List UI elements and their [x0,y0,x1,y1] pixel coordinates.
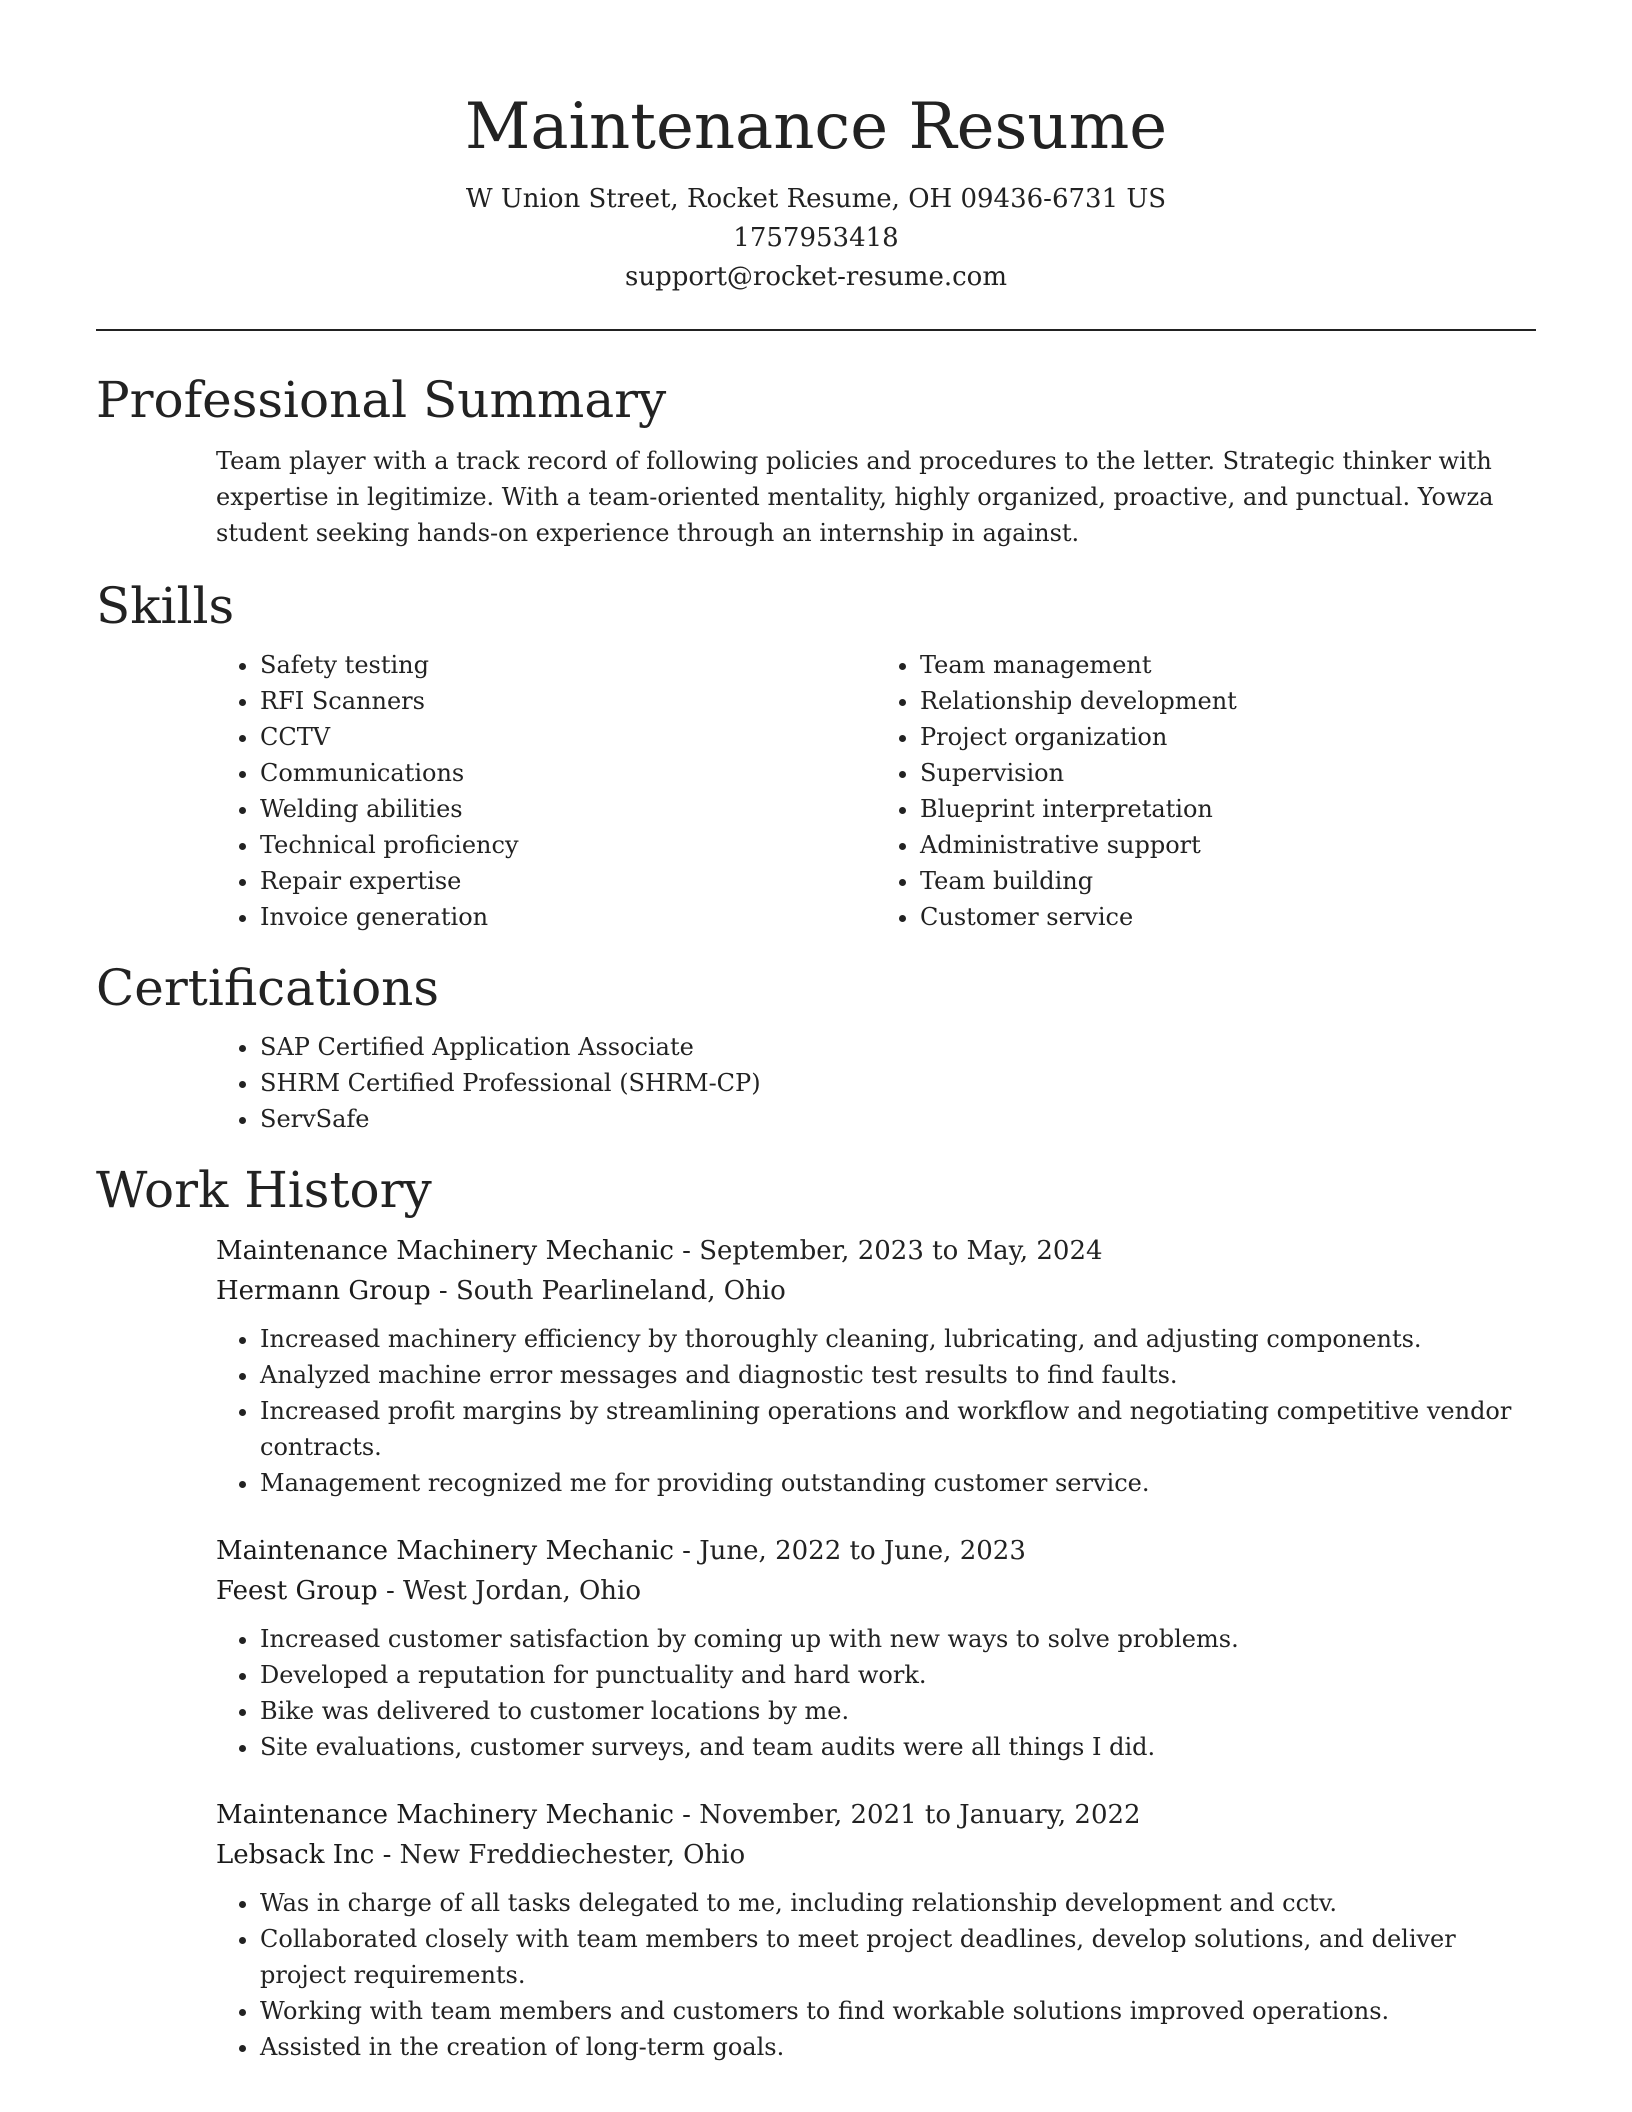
job-title: Maintenance Machinery Mechanic [216,1800,674,1830]
resume-header [96,0,1536,297]
skill-item: • Supervision [920,755,1536,791]
skill-item: • Team management [920,647,1536,683]
summary-title: Professional Summary [96,371,667,429]
job-title-line [216,1795,1536,1835]
job-bullet: • Increased machinery efficiency by thoroughly cleaning, lubricating, and adjusting components. [260,1321,1536,1357]
work-section [96,1159,1536,2065]
contact-phone: 1757953418 [733,223,899,253]
skill-item: • Welding abilities [260,791,876,827]
job-entry [216,1795,1536,2065]
job-bullet: • Analyzed machine error messages and diagnostic test results to find faults. [260,1357,1536,1393]
job-bullet: • Working with team members and customers to find workable solutions improved operations. [260,1993,1536,2029]
job-company: Lebsack Inc [216,1840,375,1870]
job-company-line [216,1571,1536,1611]
skills-list-right [876,647,1536,935]
job-company-line [216,1835,1536,1875]
skill-item: • Administrative support [920,827,1536,863]
skill-item: • Repair expertise [260,863,876,899]
skills-list-left [216,647,876,935]
contact-block [96,180,1536,297]
job-bullet: • Increased customer satisfaction by coming up with new ways to solve problems. [260,1621,1536,1657]
job-location: - New Freddiechester, Ohio [374,1840,746,1870]
job-bullet: • Assisted in the creation of long-term goals. [260,2029,1536,2065]
summary-text: Team player with a track record of following policies and procedures to the letter. Strategic thinker with expertise in legitimize. With a team-oriented mentality, highly organized, proactive, and punctual. Yowza student seeking hands-on experience through an internship in against. [216,447,1494,547]
skill-item: • Communications [260,755,876,791]
skills-grid [216,647,1536,935]
header-divider [96,329,1536,331]
certification-item: • ServSafe [260,1101,1536,1137]
job-bullet: • Was in charge of all tasks delegated to me, including relationship development and cctv. [260,1885,1536,1921]
job-dates: - June, 2022 to June, 2023 [673,1536,1026,1566]
job-company: Feest Group [216,1576,378,1606]
job-company: Hermann Group [216,1276,431,1306]
job-dates: - September, 2023 to May, 2024 [673,1236,1103,1266]
work-title: Work History [96,1161,432,1219]
contact-address: W Union Street, Rocket Resume, OH 09436-6731 US [465,184,1167,214]
skill-item: • Customer service [920,899,1536,935]
skills-section [96,575,1536,935]
job-bullets [216,1321,1536,1501]
skill-item: • CCTV [260,719,876,755]
skill-item: • Project organization [920,719,1536,755]
skill-item: • Blueprint interpretation [920,791,1536,827]
job-bullet: • Site evaluations, customer surveys, and team audits were all things I did. [260,1729,1536,1765]
resume-name: Maintenance Resume [464,90,1168,164]
job-title: Maintenance Machinery Mechanic [216,1236,674,1266]
job-bullets [216,1885,1536,2065]
job-title: Maintenance Machinery Mechanic [216,1536,674,1566]
job-location: - South Pearlineland, Ohio [430,1276,786,1306]
job-bullet: • Bike was delivered to customer locations by me. [260,1693,1536,1729]
skill-item: • Technical proficiency [260,827,876,863]
certification-item: • SAP Certified Application Associate [260,1029,1536,1065]
job-bullets [216,1621,1536,1765]
job-company-line [216,1271,1536,1311]
job-bullet: • Management recognized me for providing outstanding customer service. [260,1465,1536,1501]
job-dates: - November, 2021 to January, 2022 [673,1800,1141,1830]
job-entry [216,1231,1536,1501]
skill-item: • Relationship development [920,683,1536,719]
skill-item: • RFI Scanners [260,683,876,719]
job-bullet: • Collaborated closely with team members to meet project deadlines, develop solutions, and deliver project requirements. [260,1921,1536,1993]
contact-email: support@rocket-resume.com [624,262,1007,292]
job-bullet: • Increased profit margins by streamlining operations and workflow and negotiating competitive vendor contracts. [260,1393,1536,1465]
summary-section [96,369,1536,551]
certifications-title: Certifications [96,959,440,1017]
resume-page [96,0,1536,2095]
certifications-list [216,1029,1536,1137]
job-title-line [216,1531,1536,1571]
job-entry [216,1531,1536,1765]
skill-item: • Team building [920,863,1536,899]
certification-item: • SHRM Certified Professional (SHRM-CP) [260,1065,1536,1101]
skill-item: • Safety testing [260,647,876,683]
job-title-line [216,1231,1536,1271]
certifications-section [96,957,1536,1137]
skill-item: • Invoice generation [260,899,876,935]
job-bullet: • Developed a reputation for punctuality and hard work. [260,1657,1536,1693]
skills-title: Skills [96,577,235,635]
job-location: - West Jordan, Ohio [377,1576,642,1606]
